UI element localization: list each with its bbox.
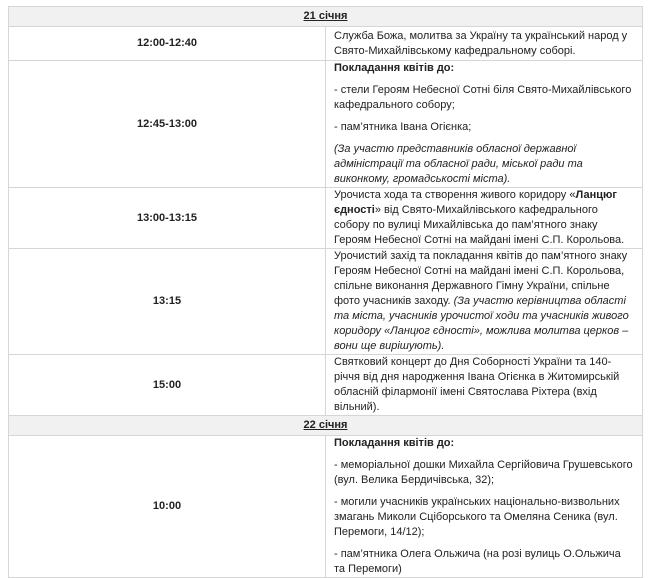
time-cell: 13:00-13:15 [9,188,326,249]
time-cell: 10:00 [9,436,326,578]
date-row [9,7,643,27]
event-text-bold: Ланцюг єдності [334,189,617,216]
event-text: » від Свято-Михайлівського кафедрального собору по вулиці Михайлівська до пам’ятного знаку Героям Небесної Сотні на майдані імені С.П. Корольова. [334,204,625,246]
list-item: - пам’ятника Олега Ольжича (на розі вулиць О.Ольжича та Перемоги) [334,548,621,575]
schedule-table [8,6,643,578]
date-heading: 22 січня [9,416,643,436]
event-heading: Покладання квітів до: [334,437,455,449]
event-description [326,436,643,578]
table-row [9,188,643,249]
event-description: Служба Божа, молитва за Україну та український народ у Свято-Михайлівському кафедральному соборі. [326,27,643,61]
time-cell: 12:00-12:40 [9,27,326,61]
table-row [9,249,643,355]
time-cell: 15:00 [9,355,326,416]
list-item: - могили учасників українських національно-визвольних змагань Миколи Сціборського та Омеляна Сеника (вул. Перемоги, 14/12); [334,496,620,538]
event-description [326,249,643,355]
table-row [9,436,643,578]
date-row [9,416,643,436]
table-row [9,27,643,61]
event-note: (За участю представників обласної державної адміністрації та обласної ради, міської ради та виконкому, громадськості міста). [334,143,583,185]
time-cell: 13:15 [9,249,326,355]
table-row [9,61,643,188]
date-heading: 21 січня [9,7,643,27]
time-cell: 12:45-13:00 [9,61,326,188]
list-item: - пам’ятника Івана Огієнка; [334,121,472,133]
list-item: - стели Героям Небесної Сотні біля Свято-Михайлівського кафедрального собору; [334,84,632,111]
event-description [326,61,643,188]
table-row [9,355,643,416]
event-note: (За участю керівництва області та міста, учасників урочистої ходи та учасників живого коридору «Ланцюг єдності», можлива молитва церков – вони ще вирішують). [334,295,629,352]
list-item: - меморіальної дошки Михайла Сергійовича Грушевського (вул. Велика Бердичівська, 32); [334,459,633,486]
event-description: Святковий концерт до Дня Соборності України та 140-річчя від дня народження Івана Огієнка в Житомирській обласній філармонії імені Святослава Ріхтера (вхід вільний). [326,355,643,416]
event-text: Урочистий захід та покладання квітів до пам’ятного знаку Героям Небесної Сотні на майдані імені С.П. Корольова, спільне виконання Державного Гімну України, спільне фото учасників заходу. [334,250,628,307]
event-text: Урочиста хода та створення живого коридору « [334,189,576,201]
event-description [326,188,643,249]
event-heading: Покладання квітів до: [334,62,455,74]
